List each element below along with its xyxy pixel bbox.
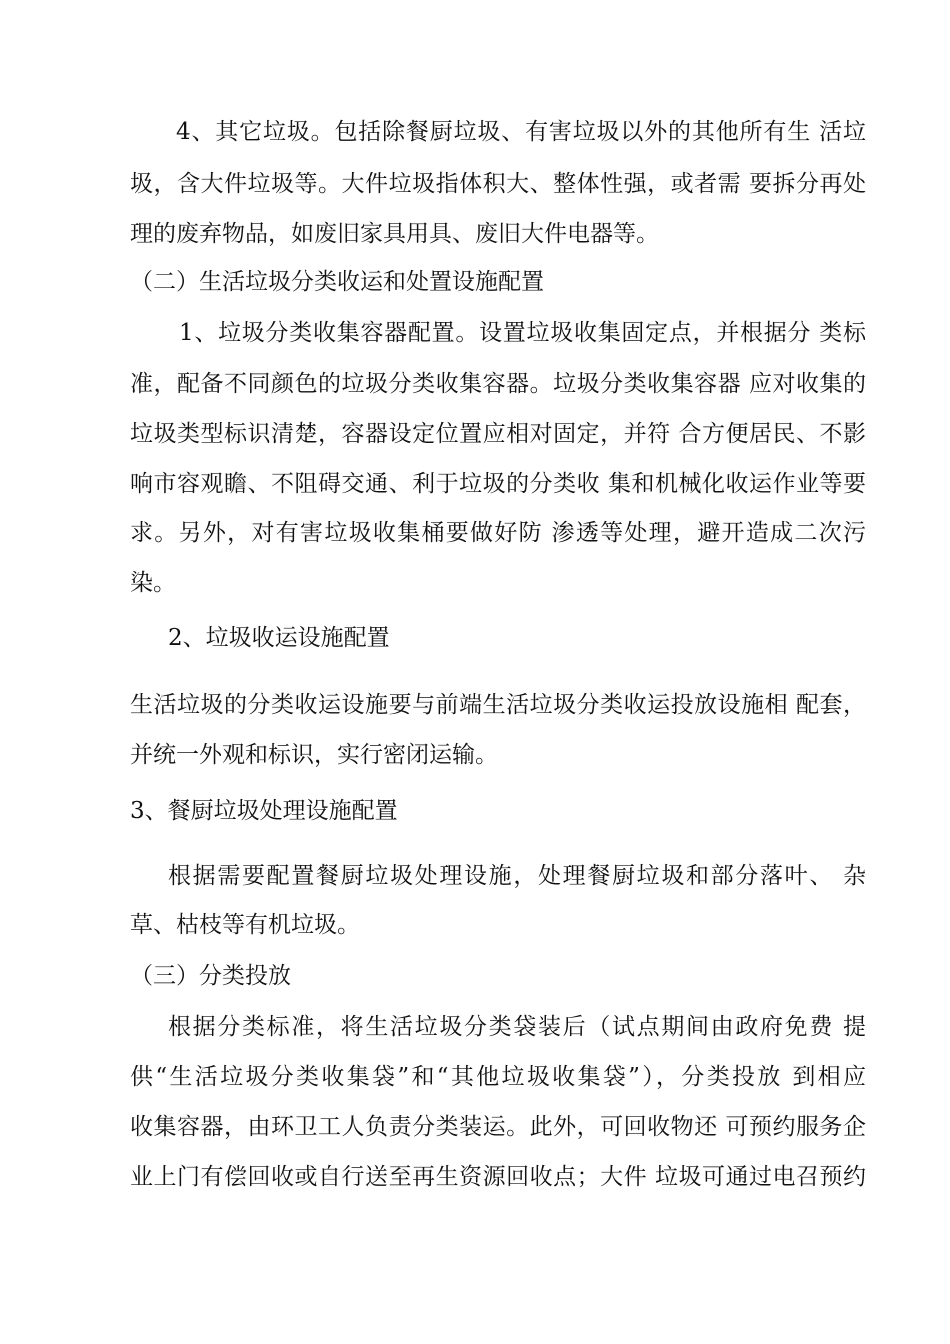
subsection-heading: 3、餐厨垃圾处理设施配置 <box>130 798 398 824</box>
paragraph-line: 圾，含大件垃圾等。大件垃圾指体积大、整体性强，或者需 要拆分再处 <box>130 171 866 197</box>
paragraph-line: 求。另外，对有害垃圾收集桶要做好防 渗透等处理，避开造成二次污 <box>130 520 866 546</box>
paragraph-line: 供“生活垃圾分类收集袋”和“其他垃圾收集袋”），分类投放 到相应 <box>130 1064 866 1090</box>
paragraph-line: 并统一外观和标识，实行密闭运输。 <box>130 742 498 768</box>
paragraph-line: 理的废弃物品，如废旧家具用具、废旧大件电器等。 <box>130 221 659 247</box>
section-heading: （二）生活垃圾分类收运和处置设施配置 <box>130 269 544 295</box>
paragraph-line: 垃圾类型标识清楚，容器设定位置应相对固定，并符 合方便居民、不影 <box>130 421 866 447</box>
paragraph-line: 响市容观瞻、不阻碍交通、利于垃圾的分类收 集和机械化收运作业等要 <box>130 471 866 497</box>
subsection-heading: 2、垃圾收运设施配置 <box>168 625 390 651</box>
paragraph-line: 1、垃圾分类收集容器配置。设置垃圾收集固定点，并根据分 类标 <box>179 320 866 346</box>
paragraph-line: 染。 <box>130 570 176 596</box>
paragraph-line: 收集容器，由环卫工人负责分类装运。此外，可回收物还 可预约服务企 <box>130 1114 866 1140</box>
paragraph-line: 4、其它垃圾。包括除餐厨垃圾、有害垃圾以外的其他所有生 活垃 <box>176 119 866 145</box>
paragraph-line: 准，配备不同颜色的垃圾分类收集容器。垃圾分类收集容器 应对收集的 <box>130 371 866 397</box>
paragraph-line: 生活垃圾的分类收运设施要与前端生活垃圾分类收运投放设施相 配套， <box>130 692 866 718</box>
section-heading: （三）分类投放 <box>130 963 291 989</box>
paragraph-line: 业上门有偿回收或自行送至再生资源回收点；大件 垃圾可通过电召预约 <box>130 1164 866 1190</box>
paragraph-line: 根据分类标准，将生活垃圾分类袋装后（试点期间由政府免费 提 <box>168 1014 866 1040</box>
paragraph-line: 根据需要配置餐厨垃圾处理设施，处理餐厨垃圾和部分落叶、 杂 <box>168 863 866 889</box>
paragraph-line: 草、枯枝等有机垃圾。 <box>130 912 360 938</box>
